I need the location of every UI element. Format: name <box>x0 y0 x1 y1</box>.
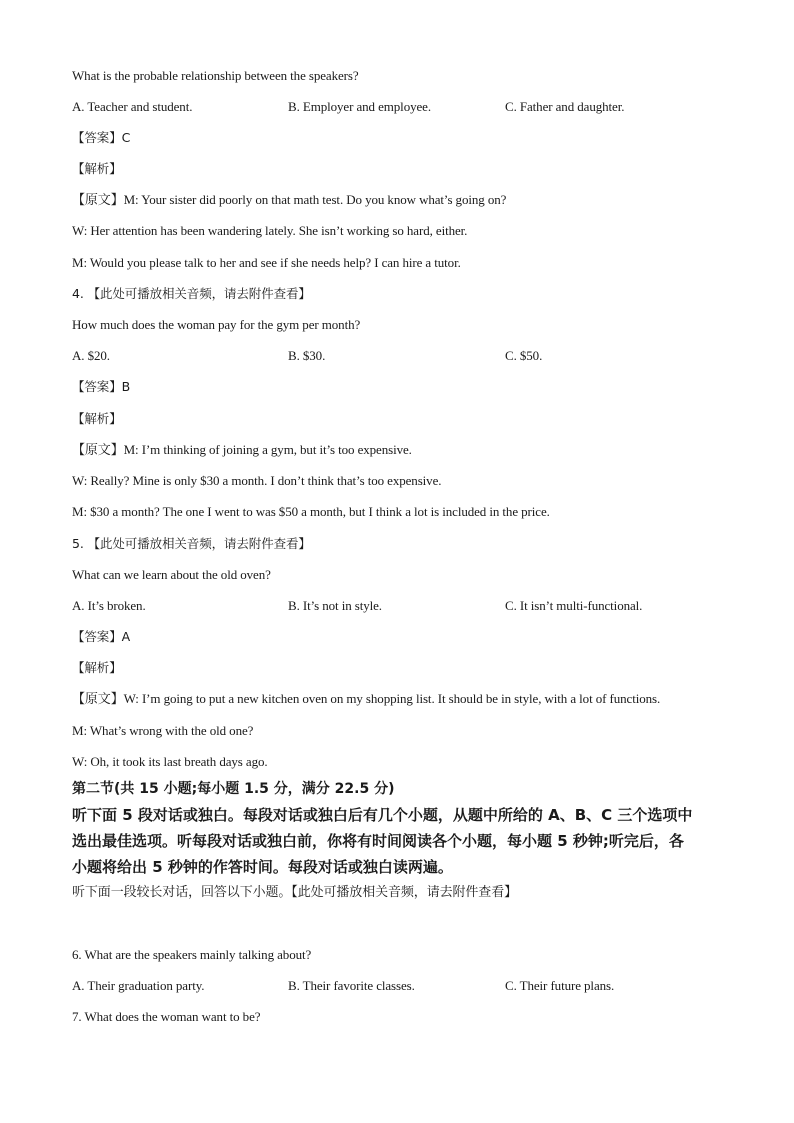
q4-transcript-line-2: W: Really? Mine is only $30 a month. I don’t think that’s too expensive. <box>72 473 442 488</box>
q5-header: 5. 【此处可播放相关音频，请去附件查看】 <box>72 536 311 551</box>
q5-analysis-label: 【解析】 <box>72 660 122 675</box>
q6-option-b: B. Their favorite classes. <box>288 978 415 993</box>
q4-transcript-line-3: M: $30 a month? The one I went to was $50 a month, but I think a lot is included in the price. <box>72 504 550 519</box>
q4-transcript-line-1: 【原文】M: I’m thinking of joining a gym, but it’s too expensive. <box>72 442 412 457</box>
q4-answer: 【答案】B <box>72 379 131 394</box>
q4-header: 4. 【此处可播放相关音频，请去附件查看】 <box>72 286 311 301</box>
q5-answer: 【答案】A <box>72 629 131 644</box>
q3-option-b: B. Employer and employee. <box>288 99 431 114</box>
section2-title: 第二节(共 15 小题;每小题 1.5 分，满分 22.5 分) <box>72 781 395 797</box>
section2-instructions-line-3: 小题将给出 5 秒钟的作答时间。每段对话或独白读两遍。 <box>72 858 453 876</box>
section2-instructions-line-2: 选出最佳选项。听每段对话或独白前，你将有时间阅读各个小题，每小题 5 秒钟;听完后，各 <box>72 832 684 850</box>
q3-transcript-line-3: M: Would you please talk to her and see if she needs help? I can hire a tutor. <box>72 255 461 270</box>
q3-transcript-line-1: 【原文】M: Your sister did poorly on that math test. Do you know what’s going on? <box>72 192 507 207</box>
q3-question: What is the probable relationship between the speakers? <box>72 68 359 83</box>
q3-option-a: A. Teacher and student. <box>72 99 193 114</box>
q5-option-c: C. It isn’t multi-functional. <box>505 598 643 613</box>
q4-question: How much does the woman pay for the gym per month? <box>72 317 361 332</box>
q4-option-c: C. $50. <box>505 348 543 363</box>
q5-option-a: A. It’s broken. <box>72 598 146 613</box>
q3-transcript-line-2: W: Her attention has been wandering lately. She isn’t working so hard, either. <box>72 223 468 238</box>
q3-option-c: C. Father and daughter. <box>505 99 625 114</box>
q4-option-a: A. $20. <box>72 348 110 363</box>
q5-option-b: B. It’s not in style. <box>288 598 382 613</box>
q4-option-b: B. $30. <box>288 348 326 363</box>
section2-instructions-line-1: 听下面 5 段对话或独白。每段对话或独白后有几个小题，从题中所给的 A、B、C 三个选项中 <box>72 806 693 824</box>
q6-option-a: A. Their graduation party. <box>72 978 205 993</box>
section2-listen-note: 听下面一段较长对话，回答以下小题。【此处可播放相关音频，请去附件查看】 <box>72 885 518 900</box>
q4-analysis-label: 【解析】 <box>72 411 122 426</box>
q5-transcript-line-3: W: Oh, it took its last breath days ago. <box>72 754 268 769</box>
q6-option-c: C. Their future plans. <box>505 978 615 993</box>
q5-transcript-line-2: M: What’s wrong with the old one? <box>72 723 254 738</box>
q7-question: 7. What does the woman want to be? <box>72 1009 261 1024</box>
q3-analysis-label: 【解析】 <box>72 161 122 176</box>
q5-question: What can we learn about the old oven? <box>72 567 271 582</box>
q6-question: 6. What are the speakers mainly talking about? <box>72 947 312 962</box>
q3-answer: 【答案】C <box>72 130 131 145</box>
q5-transcript-line-1: 【原文】W: I’m going to put a new kitchen oven on my shopping list. It should be in style, with a lot of functions. <box>72 691 661 706</box>
